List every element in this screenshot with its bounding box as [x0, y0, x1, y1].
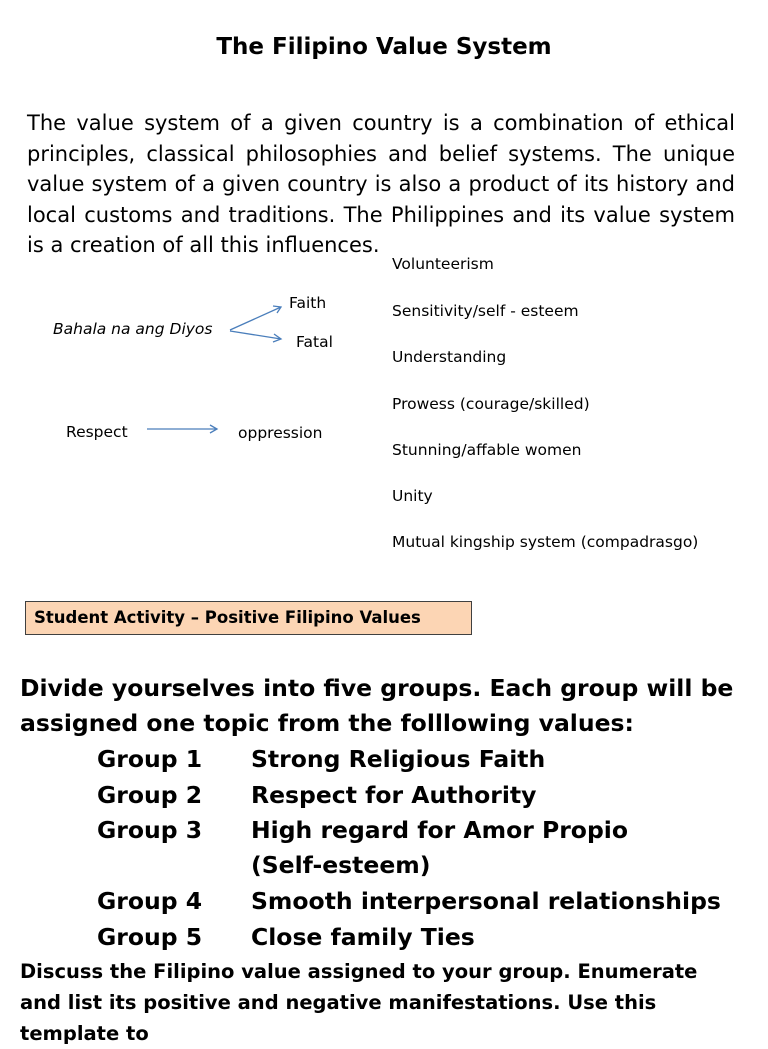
arrow-to-faith: [230, 307, 281, 330]
oppression-label: oppression: [238, 424, 323, 442]
list-item: Prowess (courage/skilled): [392, 395, 590, 413]
group-label: Group 4: [97, 887, 203, 915]
arrow-to-fatal: [230, 331, 281, 339]
group-label: Group 5: [97, 923, 203, 951]
list-item: Mutual kingship system (compadrasgo): [392, 533, 699, 551]
list-item: Volunteerism: [392, 255, 494, 273]
list-item: Sensitivity/self - esteem: [392, 302, 579, 320]
group-topic: Smooth interpersonal relationships: [251, 887, 721, 915]
faith-label: Faith: [289, 294, 327, 312]
page-title: The Filipino Value System: [216, 34, 552, 60]
group-label: Group 3: [97, 816, 203, 844]
list-item: Unity: [392, 487, 433, 505]
discussion-text: Discuss the Filipino value assigned to your group. Enumerate and list its positive and negative manifestations. Use this template to: [20, 960, 698, 1045]
group-topic: Respect for Authority: [251, 781, 537, 809]
fatal-label: Fatal: [296, 333, 333, 351]
group-label: Group 2: [97, 781, 203, 809]
bahala-label: Bahala na ang Diyos: [53, 320, 213, 338]
list-item: Understanding: [392, 348, 507, 366]
activity-title-box: Student Activity – Positive Filipino Values: [25, 601, 472, 635]
respect-label: Respect: [66, 423, 128, 441]
group-label: Group 1: [97, 745, 203, 773]
group-topic: Strong Religious Faith: [251, 745, 546, 773]
value-diagram: [0, 0, 768, 480]
group-topic: High regard for Amor Propio: [251, 816, 628, 844]
group-topic: Close family Ties: [251, 923, 475, 951]
intro-paragraph: The value system of a given country is a combination of ethical principles, classical philosophies and belief systems. The unique value system of a given country is also a product of its history and local customs and traditions. The Philippines and its value system is a creation of all this influences.: [27, 111, 735, 257]
list-item: Stunning/affable women: [392, 441, 582, 459]
instructions-text: Divide yourselves into five groups. Each group will be assigned one topic from the folllowing values:: [20, 674, 734, 737]
group-topic-continued: (Self-esteem): [251, 851, 431, 879]
